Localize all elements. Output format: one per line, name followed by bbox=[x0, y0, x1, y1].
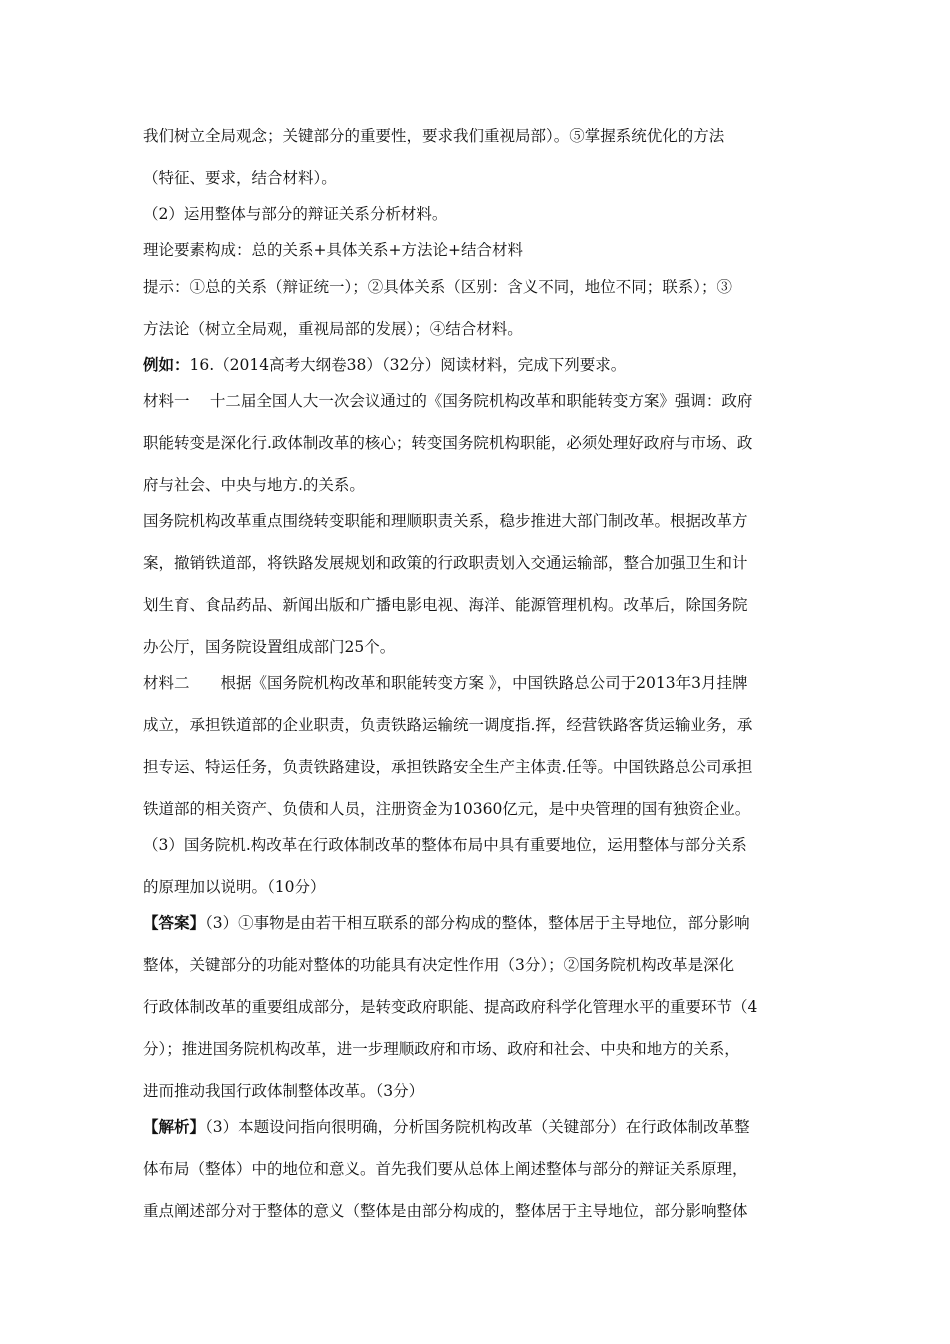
text-line: 府与社会、中央与地方.的关系。 bbox=[143, 476, 365, 494]
text-line: 重点阐述部分对于整体的意义（整体是由部分构成的，整体居于主导地位，部分影响整体 bbox=[143, 1202, 748, 1220]
analysis-text: （3）本题设问指向很明确，分析国务院机构改革（关键部分）在行政体制改革整 bbox=[205, 1118, 750, 1136]
text-line: 提示：①总的关系（辩证统一）；②具体关系（区别：含义不同，地位不同；联系）；③ bbox=[143, 278, 733, 296]
text-line: 办公厅，国务院设置组成部门25个。 bbox=[143, 638, 396, 656]
text-line: 案，撤销铁道部，将铁路发展规划和政策的行政职责划入交通运输部，整合加强卫生和计 bbox=[143, 554, 748, 572]
text-line: 职能转变是深化行.政体制改革的核心；转变国务院机构职能，必须处理好政府与市场、政 bbox=[143, 434, 753, 452]
text-line: （2）运用整体与部分的辩证关系分析材料。 bbox=[143, 205, 448, 223]
text-line: 整体，关键部分的功能对整体的功能具有决定性作用（3分）；②国务院机构改革是深化 bbox=[143, 956, 735, 974]
text-line: 分）；推进国务院机构改革，进一步理顺政府和市场、政府和社会、中央和地方的关系， bbox=[143, 1040, 740, 1058]
text-line: 的原理加以说明。（10分） bbox=[143, 878, 326, 896]
text-line: 我们树立全局观念；关键部分的重要性，要求我们重视局部）。⑤掌握系统优化的方法 bbox=[143, 127, 725, 145]
answer-text: （3）①事物是由若干相互联系的部分构成的整体，整体居于主导地位，部分影响 bbox=[205, 914, 750, 932]
text-line: 材料一 十二届全国人大一次会议通过的《国务院机构改革和职能转变方案》强调：政府 bbox=[143, 392, 753, 410]
example-text: 16.（2014高考大纲卷38）（32分）阅读材料，完成下列要求。 bbox=[189, 356, 627, 374]
text-line: 成立，承担铁道部的企业职责，负责铁路运输统一调度指.挥，经营铁路客货运输业务，承 bbox=[143, 716, 753, 734]
text-line: （3）国务院机.构改革在行政体制改革的整体布局中具有重要地位，运用整体与部分关系 bbox=[143, 836, 747, 854]
text-line: 方法论（树立全局观，重视局部的发展）；④结合材料。 bbox=[143, 320, 523, 338]
example-label: 例如： bbox=[143, 356, 190, 374]
text-line: 国务院机构改革重点围绕转变职能和理顺职责关系，稳步推进大部门制改革。根据改革方 bbox=[143, 512, 748, 530]
analysis-label: 【解析】 bbox=[143, 1118, 206, 1136]
analysis-line bbox=[143, 1117, 823, 1137]
text-line: 划生育、食品药品、新闻出版和广播电影电视、海洋、能源管理机构。改革后，除国务院 bbox=[143, 596, 748, 614]
answer-line bbox=[143, 913, 823, 933]
text-line: 材料二 根据《国务院机构改革和职能转变方案 》，中国铁路总公司于2013年3月挂牌 bbox=[143, 674, 748, 692]
text-line: 理论要素构成：总的关系+具体关系+方法论+结合材料 bbox=[143, 241, 523, 259]
example-line bbox=[143, 355, 823, 375]
answer-label: 【答案】 bbox=[143, 914, 206, 932]
text-line: 体布局（整体）中的地位和意义。首先我们要从总体上阐述整体与部分的辩证关系原理， bbox=[143, 1160, 748, 1178]
text-line: 行政体制改革的重要组成部分，是转变政府职能、提高政府科学化管理水平的重要环节（4 bbox=[143, 998, 758, 1016]
text-line: 担专运、特运任务，负责铁路建设，承担铁路安全生产主体责.任等。中国铁路总公司承担 bbox=[143, 758, 753, 776]
text-line: 铁道部的相关资产、负债和人员，注册资金为10360亿元，是中央管理的国有独资企业。 bbox=[143, 800, 751, 818]
text-line: （特征、要求，结合材料）。 bbox=[143, 169, 337, 187]
text-line: 进而推动我国行政体制整体改革。（3分） bbox=[143, 1082, 425, 1100]
